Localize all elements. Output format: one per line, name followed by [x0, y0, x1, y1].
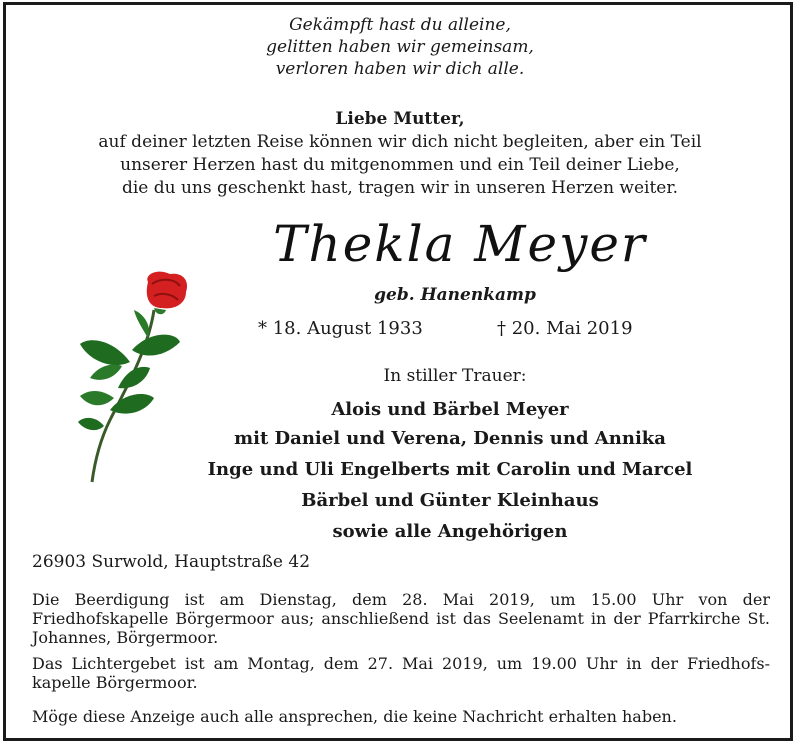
relative-line: Inge und Uli Engelberts mit Carolin und Marcel [207, 459, 693, 480]
message-line: unserer Herzen hast du mitgenommen und ein Teil deiner Liebe, [120, 155, 680, 175]
prayer-notice: Das Lichtergebet ist am Montag, dem 27. Mai 2019, um 19.00 Uhr in der Friedhofs-kapelle Börgermoor. [32, 654, 770, 692]
motto-line: Gekämpft hast du alleine, [289, 15, 511, 35]
message-line: die du uns geschenkt hast, tragen wir in unseren Herzen weiter. [121, 178, 679, 198]
relative-line: Bärbel und Günter Kleinhaus [301, 490, 599, 511]
motto-line: gelitten haben wir gemeinsam, [266, 37, 534, 57]
relative-line: Alois und Bärbel Meyer [331, 399, 569, 420]
salutation: Liebe Mutter, [335, 109, 465, 129]
mourner-address: 26903 Surwold, Hauptstraße 42 [32, 552, 311, 572]
personal-message [0, 108, 800, 200]
funeral-notice: Die Beerdigung ist am Dienstag, dem 28. Mai 2019, um 15.00 Uhr von der Friedhofskapelle Börgermoor aus; anschließend ist das Seelenamt in der Pfarrkirche St. Johannes, Börgermoor. [32, 590, 770, 647]
mourning-label: In stiller Trauer: [383, 366, 527, 386]
closing-note: Möge diese Anzeige auch alle ansprechen, die keine Nachricht erhalten haben. [32, 707, 677, 726]
death-date: † 20. Mai 2019 [497, 318, 633, 339]
motto [0, 14, 800, 80]
relative-line: mit Daniel und Verena, Dennis und Annika [234, 428, 666, 449]
relative-line: sowie alle Angehörigen [332, 521, 568, 542]
motto-line: verloren haben wir dich alle. [275, 59, 525, 79]
message-line: auf deiner letzten Reise können wir dich nicht begleiten, aber ein Teil [98, 132, 702, 152]
birth-name: geb. Hanenkamp [374, 285, 536, 305]
deceased-name: Thekla Meyer [273, 215, 647, 273]
birth-date: * 18. August 1933 [258, 318, 423, 339]
relatives-list [150, 397, 750, 547]
